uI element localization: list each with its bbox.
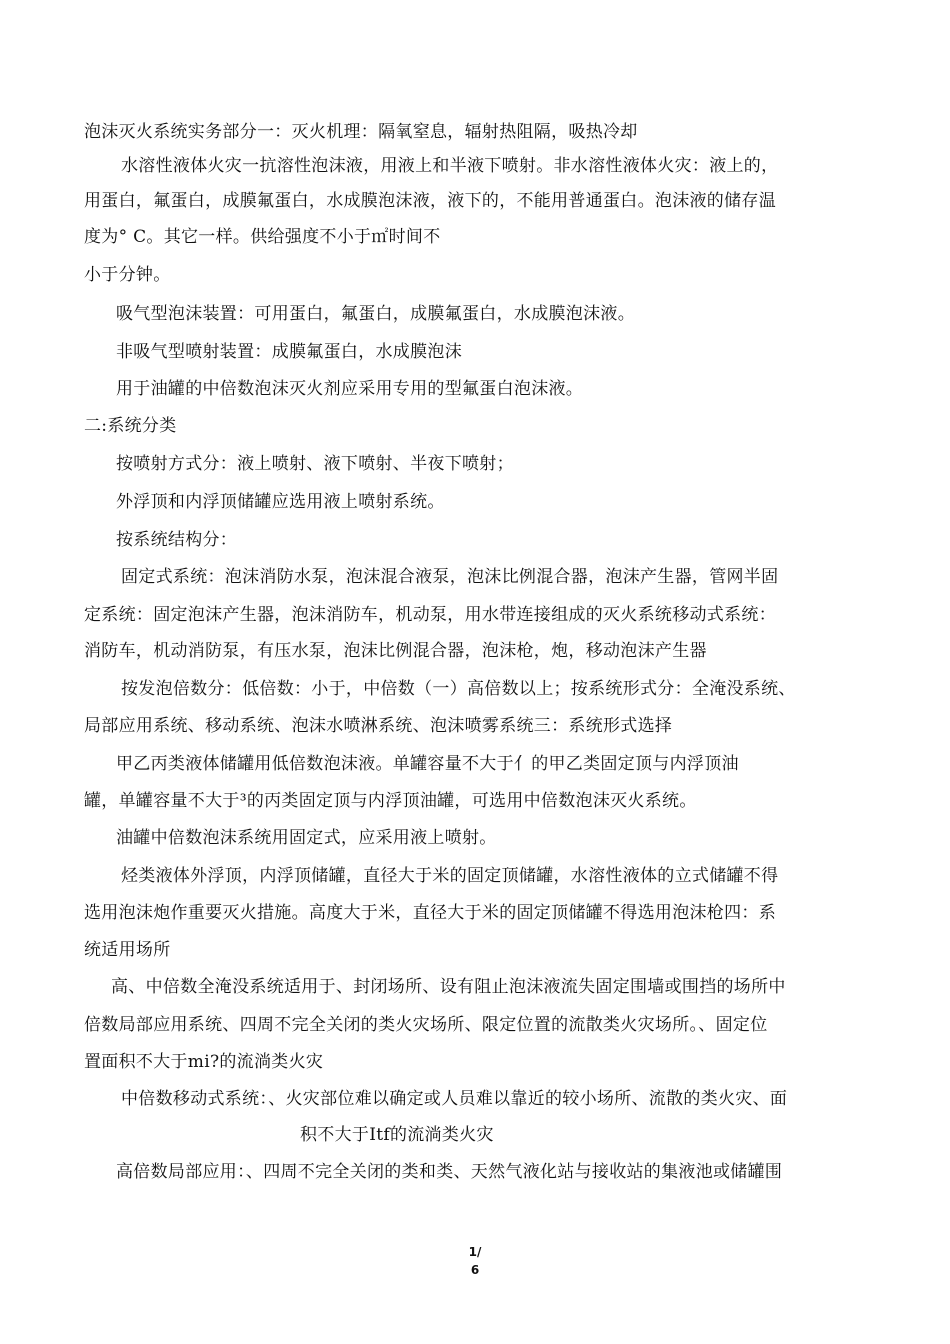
body-line: 按系统结构分： (116, 530, 238, 550)
body-line: 外浮顶和内浮顶储罐应选用液上喷射系统。 (116, 492, 445, 512)
page-number-current: 1/ (468, 1245, 482, 1259)
body-line: 按发泡倍数分：低倍数：小于，中倍数（一）高倍数以上；按系统形式分：全淹没系统、 (121, 679, 796, 699)
body-line: 消防车，机动消防泵，有压水泵，泡沫比例混合器，泡沫枪，炮，移动泡沫产生器 (84, 641, 707, 661)
body-line: 按喷射方式分：液上喷射、液下喷射、半夜下喷射； (116, 454, 514, 474)
body-line: 高、中倍数全淹没系统适用于、封闭场所、设有阻止泡沫液流失固定围墙或围挡的场所中 (111, 977, 786, 997)
body-line: 吸气型泡沫装置：可用蛋白，氟蛋白，成膜氟蛋白，水成膜泡沫液。 (116, 304, 635, 324)
body-line: 置面积不大于mi?的流淌类火灾 (84, 1052, 324, 1072)
body-line: 甲乙丙类液体储罐用低倍数泡沫液。单罐容量不大于亻的甲乙类固定顶与内浮顶油 (116, 754, 739, 774)
body-line: 固定式系统：泡沫消防水泵，泡沫混合液泵，泡沫比例混合器，泡沫产生器，管网半固 (121, 567, 779, 587)
body-line: 罐，单罐容量不大于³的丙类固定顶与内浮顶油罐，可选用中倍数泡沫灭火系统。 (84, 791, 697, 811)
body-line: 度为° C。其它一样。供给强度不小于㎡时间不 (84, 227, 441, 247)
body-line: 局部应用系统、移动系统、泡沫水喷淋系统、泡沫喷雾系统三：系统形式选择 (84, 716, 673, 736)
section-heading: 二:系统分类 (84, 416, 177, 436)
body-line: 小于分钟。 (84, 265, 171, 285)
body-line: 水溶性液体火灾一抗溶性泡沫液，用液上和半液下喷射。非水溶性液体火灾：液上的， (121, 156, 779, 176)
body-line: 统适用场所 (84, 940, 171, 960)
body-line: 用于油罐的中倍数泡沫灭火剂应采用专用的型氟蛋白泡沫液。 (116, 379, 584, 399)
page-number (0, 1243, 950, 1279)
body-line: 烃类液体外浮顶，内浮顶储罐，直径大于米的固定顶储罐，水溶性液体的立式储罐不得 (121, 866, 779, 886)
body-line: 高倍数局部应用：、四周不完全关闭的类和类、天然气液化站与接收站的集液池或储罐围 (116, 1162, 783, 1182)
body-line: 定系统：固定泡沫产生器，泡沫消防车，机动泵，用水带连接组成的灭火系统移动式系统： (84, 605, 776, 625)
body-line: 油罐中倍数泡沫系统用固定式，应采用液上喷射。 (116, 828, 497, 848)
body-line: 倍数局部应用系统、四周不完全关闭的类火灾场所、限定位置的流散类火灾场所。、固定位 (84, 1015, 768, 1035)
body-line: 非吸气型喷射装置：成膜氟蛋白，水成膜泡沫 (116, 342, 462, 362)
body-line: 用蛋白，氟蛋白，成膜氟蛋白，水成膜泡沫液，液下的，不能用普通蛋白。泡沫液的储存温 (84, 191, 776, 211)
body-line: 选用泡沫炮作重要灭火措施。高度大于米，直径大于米的固定顶储罐不得选用泡沫枪四：系 (84, 903, 776, 923)
body-line: 泡沫灭火系统实务部分一：灭火机理：隔氧窒息，辐射热阻隔，吸热冷却 (84, 122, 638, 142)
body-line: 中倍数移动式系统：、火灾部位难以确定或人员难以靠近的较小场所、流散的类火灾、面 (121, 1089, 788, 1109)
body-line: 积不大于Itf的流淌类火灾 (300, 1125, 494, 1145)
page-number-total: 6 (470, 1263, 480, 1277)
